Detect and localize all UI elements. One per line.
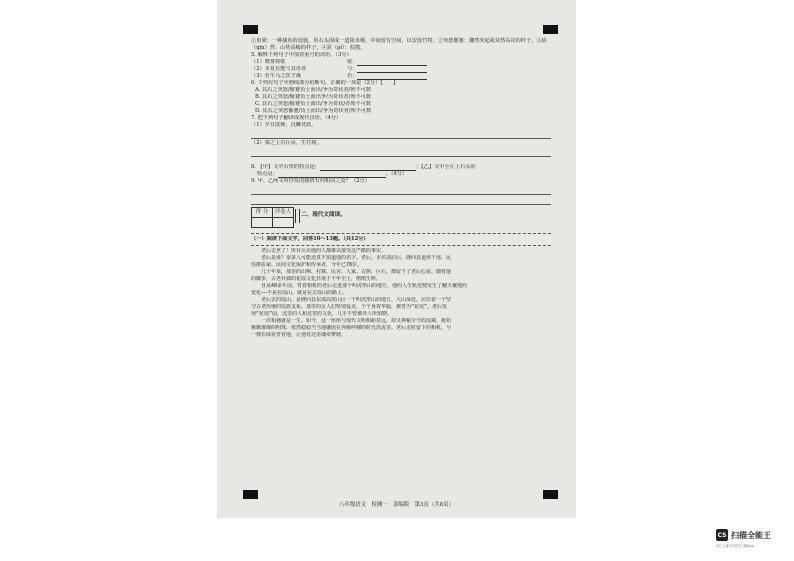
- question-6: 6. 下列对句子中画线部分的断句，正确的一项是（2分）【 】: [251, 80, 399, 86]
- grader-cell: [273, 218, 294, 228]
- q5-item-3: （3）若牛马之饮于溪 若：: [251, 73, 551, 80]
- passage-line: 守古老传统的瑶族支系，那里的女人们特别爱美，个个身着华服，被誉为“花瑶”。老后发: [251, 304, 448, 310]
- q6-option-a: A. 其石之突怒/偃蹇负土而出/争为奇状者/殆不可数: [255, 87, 372, 93]
- reading-heading: （一）阅读下面文字，回答10～13题。（共12分）: [251, 236, 369, 242]
- q7-item-2: （2）梁之上有丘焉，生竹树。: [251, 140, 322, 146]
- passage-line: 几十年来，那里的山响、村寨、民舍、人家、古树、巨石，都留下了老后心血。随着他: [251, 269, 452, 275]
- passage-line: 自从40多年前，背着相机的老后走进那个叫虎形山的地方，他的人生轨迹便发生了翻天覆地的: [251, 283, 468, 289]
- registration-marker-bottom-right: [543, 490, 558, 499]
- score-cell: [252, 218, 273, 228]
- passage-line: 变化——不是在瑶山，就是在去瑶山的路上。: [251, 290, 348, 296]
- q6-option-c: C. 其石之突怒/偃蹇负土而出/争为奇状/者殆不可数: [255, 101, 372, 107]
- q6-option-b: B. 其石之突怒/偃蹇负土而出争/为奇状者/殆不可数: [255, 94, 372, 100]
- passage-line: 一棵长绿常青着他，让他对这里魂牵梦绕。: [251, 332, 347, 338]
- answer-line: [251, 196, 551, 205]
- footnotes: ①鱼梁：一种捕鱼的设施，用石头围成一道阻水堰，中间留有空间，以安放竹笱。②突怒偃蹇：骤然突起或耸然高耸的样子。③嵚（qīn）然：山势高峻的样子。④罴（pí）：棕熊。: [251, 38, 547, 51]
- score-box: [251, 207, 551, 231]
- camscanner-logo-icon: CS: [716, 529, 728, 541]
- answer-line: [251, 130, 551, 139]
- q5-item-1: （1）晓雾将歇 歇：: [251, 59, 551, 66]
- watermark-app-name: 扫描全能王: [731, 530, 771, 540]
- q6-option-d: D. 其石之突怒偃蹇/负土而出/争为奇状者/殆不可数: [255, 108, 372, 114]
- question-8-line-1: 8. 【甲】文中石壁的特点是： ；【乙】文中小丘上石头的: [251, 164, 476, 170]
- q5-item-2: （2）未复有能与其奇者 与：: [251, 66, 551, 73]
- passage-line: 老后是谁？很多人可能还真不知道他的名字。老后，本名刘启后，隆回县退休干部，民: [251, 255, 452, 261]
- question-5: 5. 解释下列句子中加着重号的词语。（3分）: [251, 52, 352, 58]
- passage-line: 的脚步，古老朴拙的花瑶文化扑落于千年尘土，熠熠生辉。: [251, 276, 382, 282]
- registration-marker-bottom-left: [243, 490, 258, 499]
- dashed-separator: [251, 245, 551, 246]
- question-9: 9. 甲、乙两文所抒发的感情有何相同之处？（2分）: [251, 178, 370, 184]
- score-label: 得 分: [252, 208, 273, 218]
- q7-item-1: （1）夕日欲颓，沉鳞竞跃。: [251, 122, 317, 128]
- scanner-watermark: [716, 529, 771, 541]
- passage-line: 颗颗璀璨的明珠，依然稳稳当当地镶嵌在奔腾呼啸的时代洪流里。老后走时留下的相机，与: [251, 325, 452, 331]
- question-8-line-2: 特点是： 。（4分）: [257, 171, 408, 177]
- question-7: 7. 把下列句子翻译成现代汉语。（4分）: [251, 115, 342, 121]
- section-divider: [295, 209, 300, 223]
- passage-line: 现“花瑶”前，这里的人和这里的文化，几乎不曾被外人所知晓。: [251, 311, 393, 317]
- watermark-tagline: 3亿人都在用的扫描App: [716, 544, 755, 548]
- exam-content: [251, 38, 551, 339]
- registration-marker-top-left: [243, 25, 258, 34]
- passage-line: 老后去的瑶山，是隆回县东部高寒山区一个叫虎形山的地方。大山深处，居住着一个坚: [251, 297, 452, 303]
- section-title: 二、现代文阅读。: [301, 212, 346, 218]
- passage-line: 俗摄影家、民间文化保护和传承者，今年已78岁。: [251, 262, 363, 268]
- passage-line: 一次相遇就是一生。如今，这一座座与现代文明相距甚远，却又神秘令今的瑶寨，犹如: [251, 318, 452, 324]
- score-table: [251, 207, 294, 228]
- page-footer: 八年级语文 检测一 部编版 第3页（共8页）: [339, 502, 454, 508]
- answer-line: [251, 148, 551, 157]
- grader-label: 评卷人: [273, 208, 294, 218]
- reading-passage: [251, 248, 551, 339]
- passage-line: 老后去世了！所有认识他的人都难以接受这严酷的事实。: [251, 248, 387, 254]
- registration-marker-top-right: [543, 25, 558, 34]
- dashed-separator: [251, 233, 551, 234]
- answer-line: [251, 186, 551, 195]
